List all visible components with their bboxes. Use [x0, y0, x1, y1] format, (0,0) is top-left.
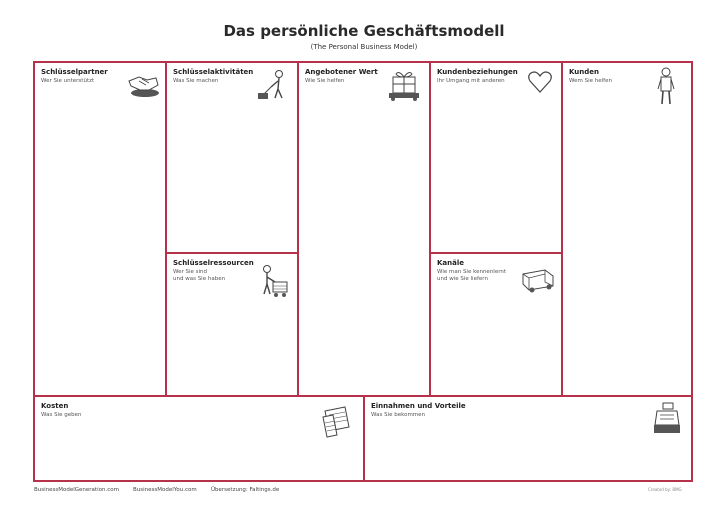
- footer-translation: Übersetzung: Faltings.de: [211, 487, 280, 493]
- block-title: Schlüsselpartner: [41, 68, 108, 76]
- block-title: Kundenbeziehungen: [437, 68, 518, 76]
- block-description: Was Sie machen: [173, 78, 219, 84]
- page-subtitle: (The Personal Business Model): [310, 43, 418, 51]
- footer-link-bmg[interactable]: BusinessModelGeneration.com: [34, 487, 119, 493]
- block-key-resources[interactable]: [166, 253, 298, 396]
- block-title: Kanäle: [437, 259, 465, 267]
- block-description: Wer Sie sind und was Sie haben: [173, 269, 226, 282]
- gift-box-icon: [385, 67, 425, 103]
- cash-register-icon: [651, 401, 683, 437]
- business-model-canvas: [33, 61, 693, 482]
- page-title: Das persönliche Geschäftsmodell: [223, 22, 505, 40]
- heart-icon: [527, 69, 553, 95]
- person-mowing-icon: [255, 69, 291, 101]
- block-customers[interactable]: [562, 62, 692, 396]
- block-costs[interactable]: [34, 396, 364, 481]
- handshake-icon: [125, 71, 161, 99]
- bills-icon: [319, 403, 355, 439]
- block-description: Was Sie geben: [41, 412, 82, 418]
- block-title: Kosten: [41, 402, 69, 410]
- block-description: Was Sie bekommen: [371, 412, 426, 418]
- block-description: Wie Sie helfen: [305, 78, 345, 84]
- block-description: Wem Sie helfen: [569, 78, 612, 84]
- footer-link-bmy[interactable]: BusinessModelYou.com: [133, 487, 197, 493]
- block-key-activities[interactable]: [166, 62, 298, 253]
- block-revenue[interactable]: [364, 396, 692, 481]
- block-description: Ihr Umgang mit anderen: [437, 78, 505, 84]
- block-value-proposition[interactable]: [298, 62, 430, 396]
- block-description: Wie man Sie kennenlernt und wie Sie liefern: [437, 269, 507, 282]
- block-title: Angebotener Wert: [305, 68, 378, 76]
- person-standing-icon: [655, 67, 677, 107]
- block-channels[interactable]: [430, 253, 562, 396]
- block-title: Schlüsselaktivitäten: [173, 68, 254, 76]
- footer-credit: Created by: BMG: [648, 487, 682, 492]
- block-title: Einnahmen und Vorteile: [371, 402, 466, 410]
- block-key-partners[interactable]: [34, 62, 166, 396]
- person-with-cart-icon: [255, 264, 291, 300]
- block-customer-relationships[interactable]: [430, 62, 562, 253]
- block-title: Kunden: [569, 68, 600, 76]
- block-description: Wer Sie unterstützt: [41, 78, 95, 84]
- block-title: Schlüsselressourcen: [173, 259, 254, 267]
- delivery-truck-icon: [519, 264, 557, 294]
